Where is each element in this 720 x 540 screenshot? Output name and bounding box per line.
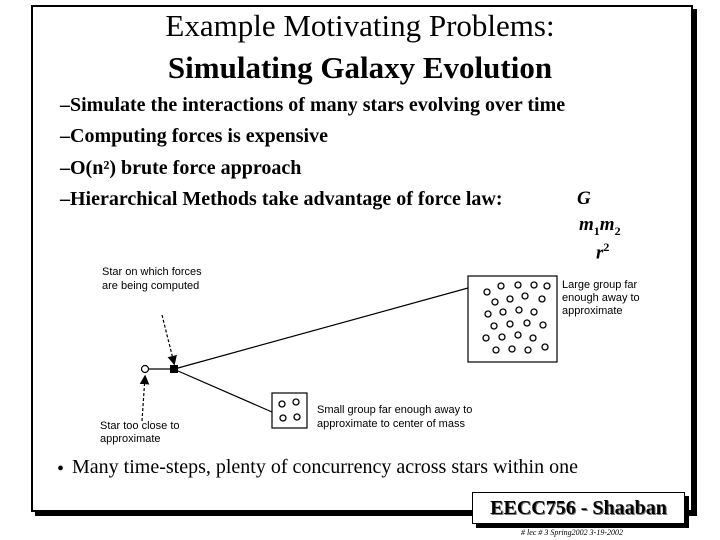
label-large-group-2: enough away to: [562, 292, 640, 304]
slide-subtitle: Simulating Galaxy Evolution: [167, 50, 553, 85]
label-too-close-2: approximate: [100, 433, 161, 445]
bullet-hierarchical: –Hierarchical Methods take advantage of force law:: [60, 188, 503, 210]
bullet-time-steps: Many time-steps, plenty of concurrency across stars within one: [72, 456, 578, 478]
arrow-to-near-star: [142, 377, 145, 421]
formula-g: G: [577, 188, 591, 209]
line-to-small-group: [178, 371, 272, 412]
galaxy-diagram: [90, 255, 640, 450]
target-star: [170, 365, 178, 373]
near-star: [142, 366, 149, 373]
course-badge: EECC756 - Shaaban: [472, 492, 685, 524]
bullet-brute-force: –O(n²) brute force approach: [60, 157, 302, 179]
bullet-dot: •: [57, 458, 65, 480]
formula-numerator: $m_1m_2$: [579, 214, 621, 238]
label-star-computed: Star on which forces: [102, 266, 202, 278]
formula-denominator: $r^2$: [596, 240, 610, 264]
line-to-large-group: [178, 288, 468, 368]
label-small-group-2: approximate to center of mass: [317, 418, 465, 430]
label-large-group-3: approximate: [562, 305, 623, 317]
label-small-group: Small group far enough away to: [317, 404, 473, 416]
small-group-box: [272, 393, 307, 428]
label-large-group: Large group far: [562, 279, 638, 291]
footer-text: # lec # 3 Spring2002 3-19-2002: [521, 528, 623, 537]
label-star-computed-2: are being computed: [102, 280, 200, 292]
slide-title: Example Motivating Problems:: [165, 8, 555, 43]
arrow-to-star: [162, 315, 174, 363]
bullet-simulate: –Simulate the interactions of many stars evolving over time: [60, 94, 566, 116]
bullet-forces: –Computing forces is expensive: [60, 125, 328, 147]
label-too-close: Star too close to: [100, 420, 180, 432]
